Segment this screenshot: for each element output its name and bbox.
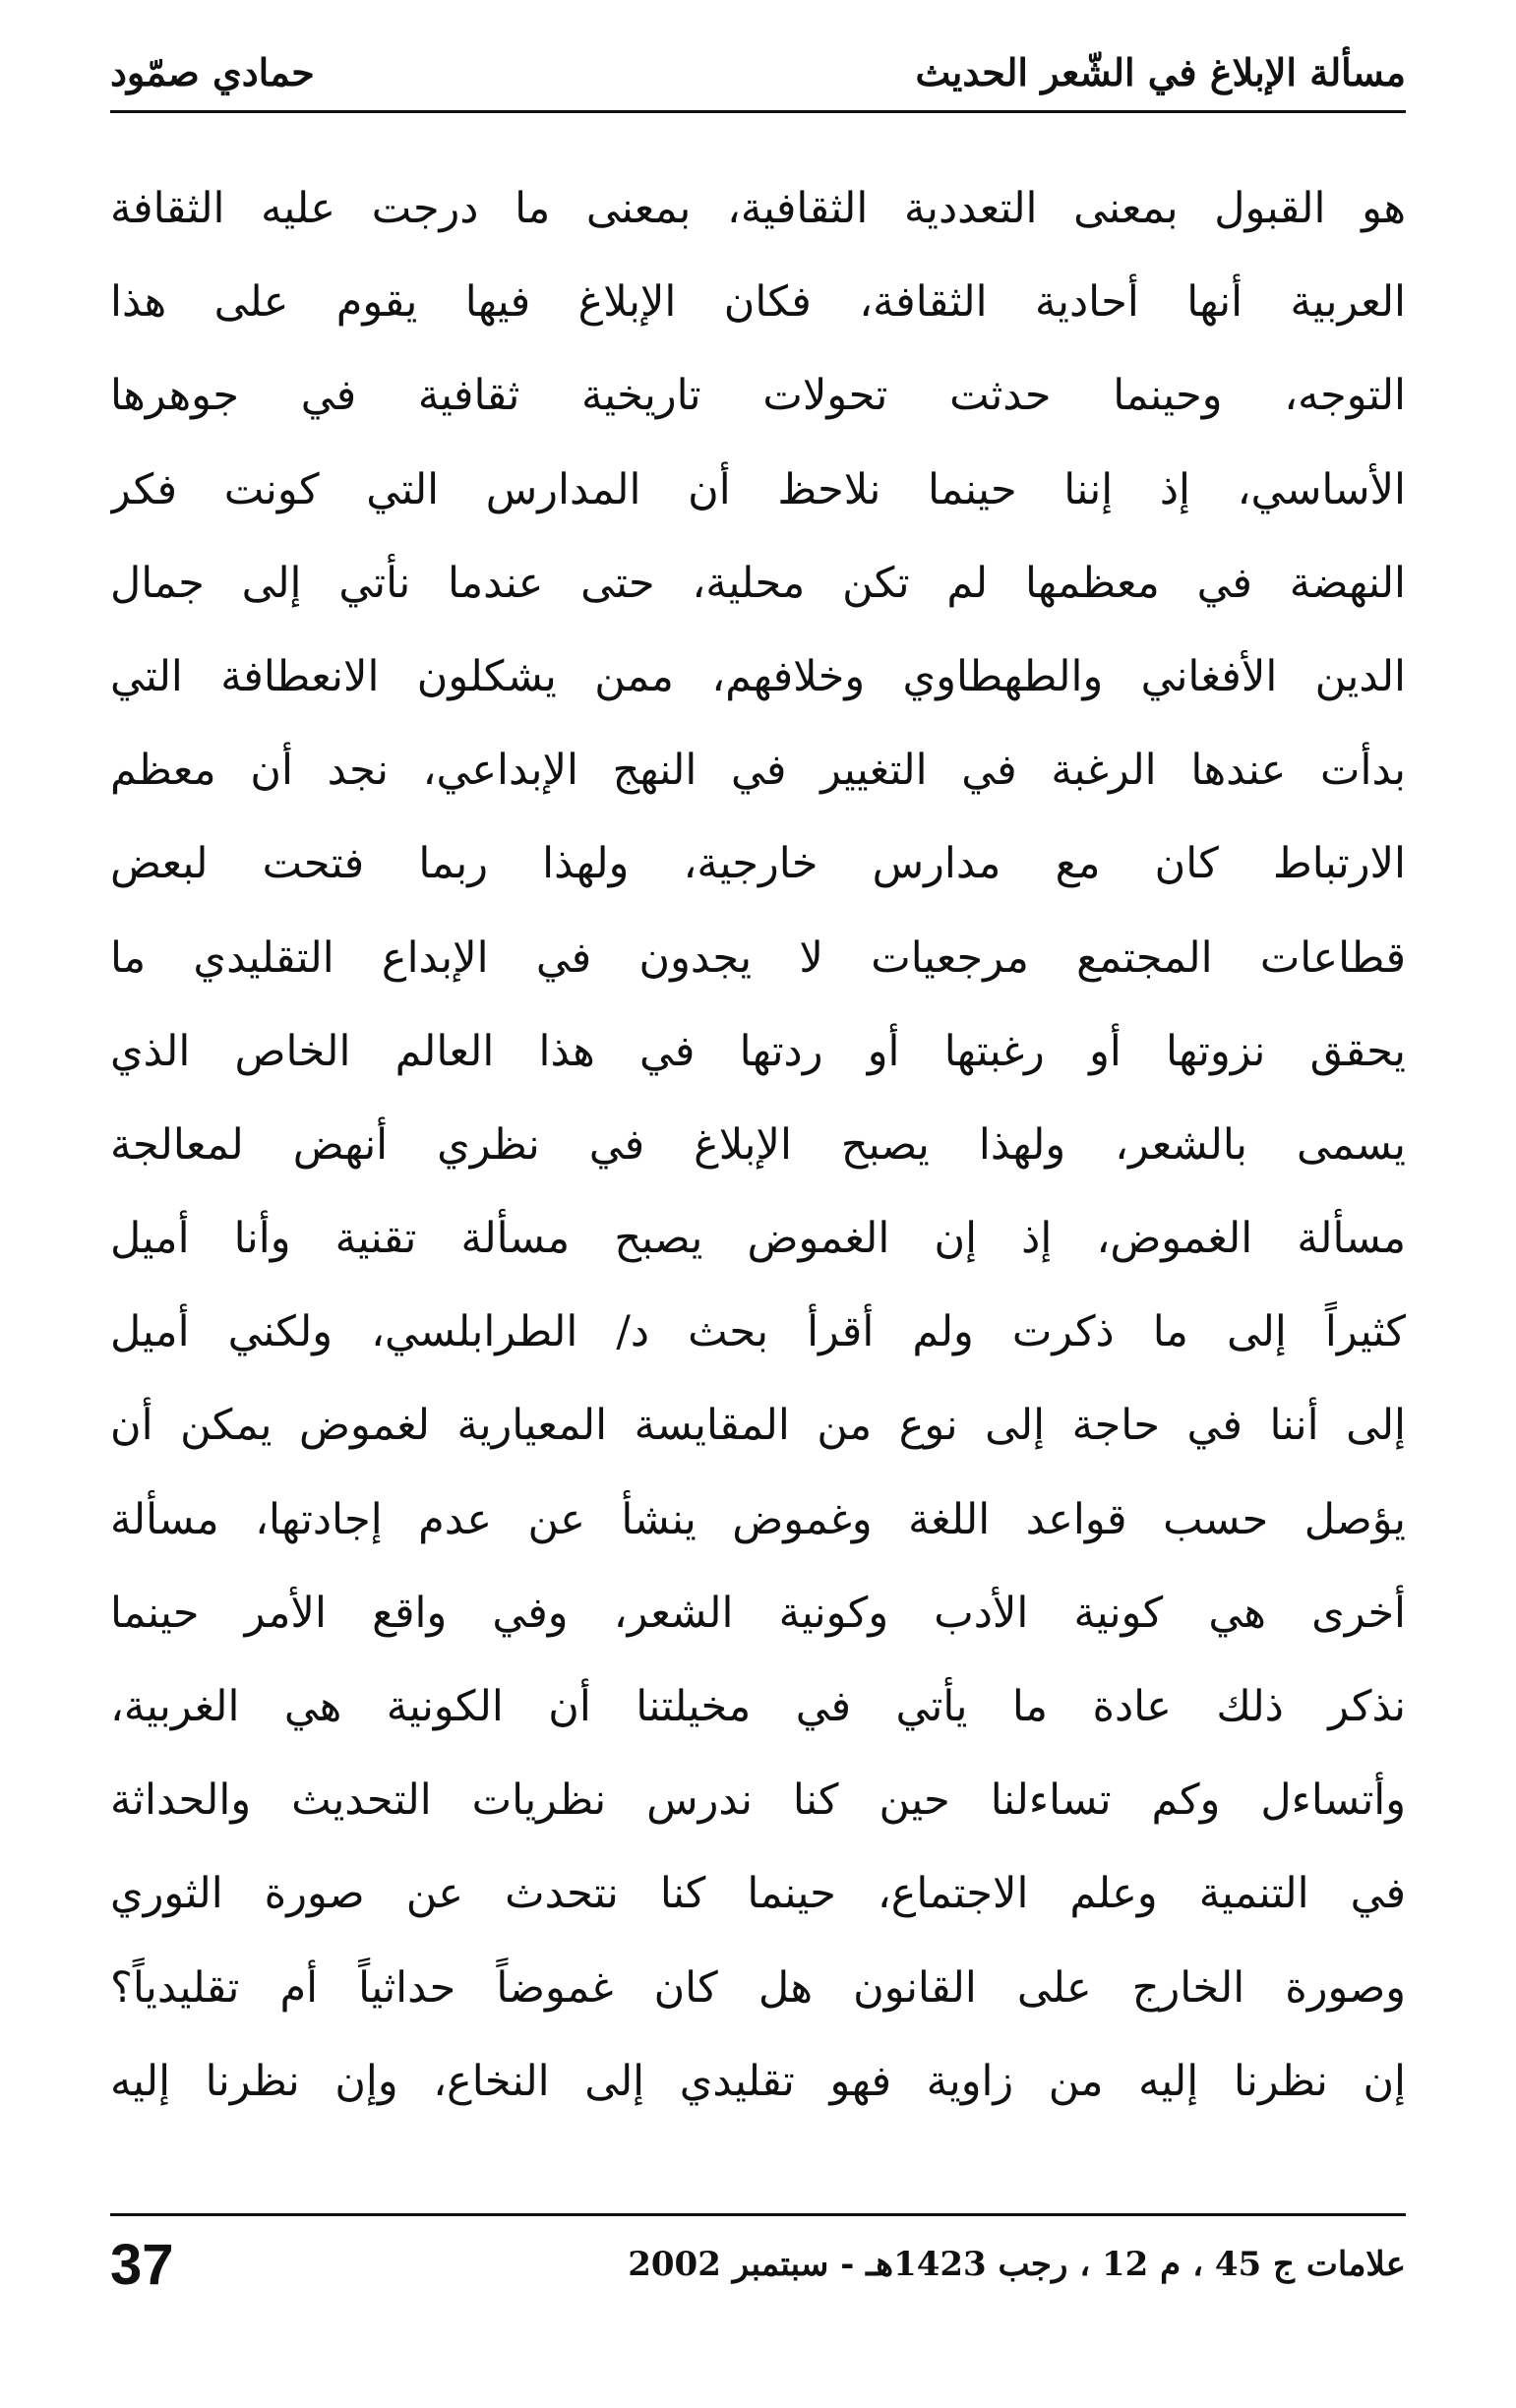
body-line: قطاعات المجتمع مرجعيات لا يجدون في الإبداع التقليدي ما [110, 933, 1406, 983]
page-footer [110, 2225, 1406, 2304]
body-line: التوجه، وحينما حدثت تحولات تاريخية ثقافية في جوهرها [110, 371, 1406, 421]
body-line: بدأت عندها الرغبة في التغيير في النهج الإبداعي، نجد أن معظم [110, 746, 1406, 796]
journal-citation: علامات ج 45 ، م 12 ، رجب 1423هـ - سبتمبر 2002 [628, 2245, 1406, 2284]
body-line: هو القبول بمعنى التعددية الثقافية، بمعنى ما درجت عليه الثقافة [110, 184, 1406, 233]
running-header [110, 37, 1406, 106]
body-line: كثيراً إلى ما ذكرت ولم أقرأ بحث د/ الطرابلسي، ولكني أميل [110, 1307, 1406, 1357]
author-name: حمادي صمّود [110, 49, 315, 94]
page-number: 37 [110, 2232, 174, 2297]
body-line: الارتباط كان مع مدارس خارجية، ولهذا ربما فتحت لبعض [110, 839, 1406, 889]
body-line: يسمى بالشعر، ولهذا يصبح الإبلاغ في نظري أنهض لمعالجة [110, 1119, 1406, 1170]
body-line: الأساسي، إذ إننا حينما نلاحظ أن المدارس التي كونت فكر [110, 464, 1406, 514]
body-line: نذكر ذلك عادة ما يأتي في مخيلتنا أن الكونية هي الغربية، [110, 1682, 1406, 1731]
body-line: إلى أننا في حاجة إلى نوع من المقايسة المعيارية لغموض يمكن أن [110, 1401, 1406, 1451]
header-rule [110, 110, 1406, 113]
body-line: الدين الأفغاني والطهطاوي وخلافهم، ممن يشكلون الانعطافة التي [110, 651, 1406, 701]
body-text [110, 162, 1406, 2129]
body-line: يؤصل حسب قواعد اللغة وغموض ينشأ عن عدم إجادتها، مسألة [110, 1494, 1406, 1544]
body-line: أخرى هي كونية الأدب وكونية الشعر، وفي واقع الأمر حينما [110, 1588, 1406, 1638]
footer-rule [110, 2213, 1406, 2216]
body-line: العربية أنها أحادية الثقافة، فكان الإبلاغ فيها يقوم على هذا [110, 277, 1406, 328]
body-line: النهضة في معظمها لم تكن محلية، حتى عندما نأتي إلى جمال [110, 558, 1406, 608]
body-line: في التنمية وعلم الاجتماع، حينما كنا نتحدث عن صورة الثوري [110, 1869, 1406, 1919]
body-line: مسألة الغموض، إذ إن الغموض يصبح مسألة تقنية وأنا أميل [110, 1214, 1406, 1264]
body-line: وأتساءل وكم تساءلنا حين كنا ندرس نظريات التحديث والحداثة [110, 1776, 1406, 1826]
body-line: إن نظرنا إليه من زاوية فهو تقليدي إلى النخاع، وإن نظرنا إليه [110, 2056, 1406, 2106]
body-line: وصورة الخارج على القانون هل كان غموضاً حداثياً أم تقليدياً؟ [110, 1962, 1406, 2013]
article-title: مسألة الإبلاغ في الشّعر الحديث [915, 49, 1406, 94]
body-line: يحقق نزوتها أو رغبتها أو ردتها في هذا العالم الخاص الذي [110, 1026, 1406, 1076]
